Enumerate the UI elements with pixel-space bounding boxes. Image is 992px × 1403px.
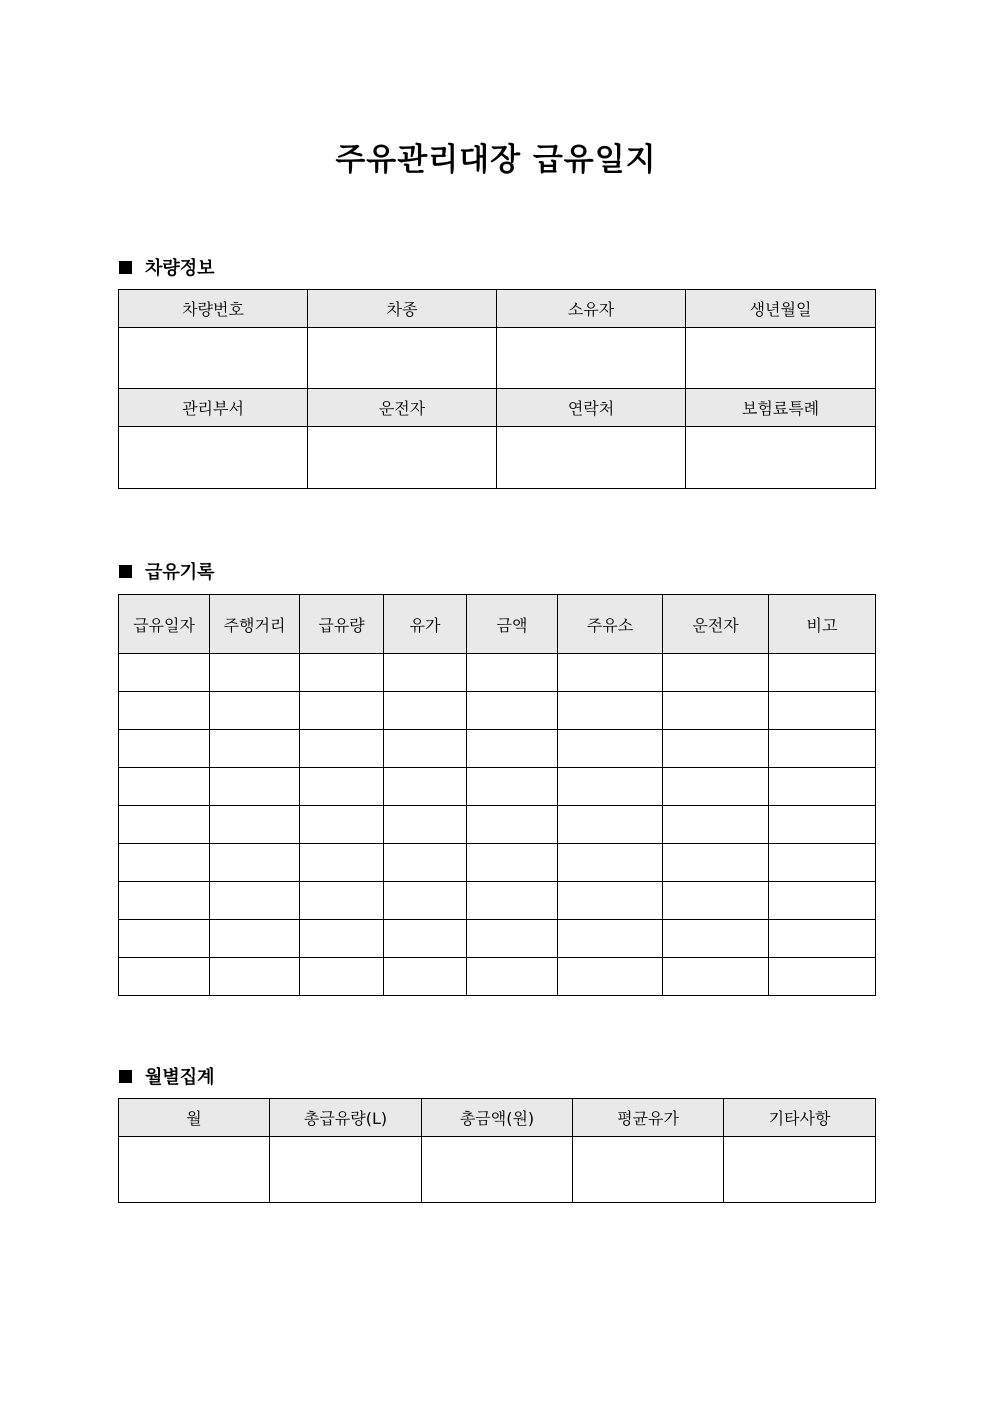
table-cell[interactable] <box>384 844 467 882</box>
table-cell[interactable] <box>210 958 300 996</box>
table-cell[interactable] <box>119 768 210 806</box>
table-cell[interactable] <box>467 958 558 996</box>
table-cell[interactable] <box>663 958 769 996</box>
table-cell[interactable] <box>384 768 467 806</box>
square-bullet-icon <box>119 565 132 578</box>
table-cell[interactable] <box>558 806 663 844</box>
table-cell[interactable] <box>558 958 663 996</box>
table-cell[interactable] <box>558 844 663 882</box>
table-cell[interactable] <box>210 844 300 882</box>
table-cell[interactable] <box>663 806 769 844</box>
header-cell-average-price: 평균유가 <box>573 1099 724 1137</box>
table-cell[interactable] <box>467 730 558 768</box>
table-cell[interactable] <box>300 692 384 730</box>
input-row <box>119 328 876 389</box>
table-cell[interactable] <box>119 958 210 996</box>
table-row <box>119 768 876 806</box>
table-cell[interactable] <box>663 920 769 958</box>
table-cell[interactable] <box>119 654 210 692</box>
table-cell[interactable] <box>384 958 467 996</box>
driver-field[interactable] <box>308 427 497 489</box>
table-cell[interactable] <box>300 882 384 920</box>
section-heading-label: 급유기록 <box>145 562 215 583</box>
header-cell-price: 유가 <box>384 595 467 654</box>
page-title: 주유관리대장 급유일지 <box>335 142 657 178</box>
table-cell[interactable] <box>384 654 467 692</box>
table-cell[interactable] <box>769 768 876 806</box>
table-row <box>119 692 876 730</box>
table-cell[interactable] <box>663 882 769 920</box>
table-cell[interactable] <box>210 882 300 920</box>
table-cell[interactable] <box>300 654 384 692</box>
header-cell-vehicle-type: 차종 <box>308 290 497 328</box>
table-cell[interactable] <box>769 958 876 996</box>
header-row <box>119 595 876 654</box>
header-cell-vehicle-number: 차량번호 <box>119 290 308 328</box>
table-cell[interactable] <box>558 882 663 920</box>
header-cell-owner: 소유자 <box>497 290 686 328</box>
table-row <box>119 844 876 882</box>
table-row <box>119 730 876 768</box>
table-cell[interactable] <box>210 806 300 844</box>
table-row <box>119 958 876 996</box>
header-cell-total-cost: 총금액(원) <box>422 1099 573 1137</box>
table-cell[interactable] <box>467 920 558 958</box>
table-cell[interactable] <box>467 882 558 920</box>
header-cell-date: 급유일자 <box>119 595 210 654</box>
header-cell-department: 관리부서 <box>119 389 308 427</box>
table-cell[interactable] <box>300 958 384 996</box>
total-fuel-field[interactable] <box>270 1137 422 1203</box>
table-cell[interactable] <box>769 882 876 920</box>
square-bullet-icon <box>119 1070 132 1083</box>
section-heading-label: 월별집계 <box>145 1067 215 1088</box>
table-cell[interactable] <box>210 920 300 958</box>
table-row <box>119 806 876 844</box>
remarks-field[interactable] <box>724 1137 876 1203</box>
table-cell[interactable] <box>769 730 876 768</box>
table-cell[interactable] <box>558 692 663 730</box>
table-cell[interactable] <box>300 768 384 806</box>
table-cell[interactable] <box>558 920 663 958</box>
header-cell-mileage: 주행거리 <box>210 595 300 654</box>
vehicle-info-table <box>118 289 876 489</box>
header-cell-total-fuel: 총급유량(L) <box>270 1099 422 1137</box>
table-cell[interactable] <box>119 882 210 920</box>
table-cell[interactable] <box>210 768 300 806</box>
header-cell-note: 비고 <box>769 595 876 654</box>
table-cell[interactable] <box>769 654 876 692</box>
table-cell[interactable] <box>210 692 300 730</box>
header-cell-insurance: 보험료특례 <box>686 389 876 427</box>
table-cell[interactable] <box>769 844 876 882</box>
section-heading-fuel <box>119 558 215 584</box>
table-cell[interactable] <box>663 654 769 692</box>
table-cell[interactable] <box>384 806 467 844</box>
table-row <box>119 882 876 920</box>
vehicle-type-field[interactable] <box>308 328 497 389</box>
table-cell[interactable] <box>663 730 769 768</box>
table-row <box>119 920 876 958</box>
table-cell[interactable] <box>663 692 769 730</box>
table-cell[interactable] <box>663 768 769 806</box>
header-cell-remarks: 기타사항 <box>724 1099 876 1137</box>
input-row <box>119 1137 876 1203</box>
table-cell[interactable] <box>210 654 300 692</box>
header-cell-driver: 운전자 <box>663 595 769 654</box>
section-heading-monthly <box>119 1063 215 1089</box>
owner-field[interactable] <box>497 328 686 389</box>
table-cell[interactable] <box>558 768 663 806</box>
fuel-record-body <box>119 654 876 996</box>
header-cell-month: 월 <box>119 1099 270 1137</box>
table-cell[interactable] <box>769 692 876 730</box>
header-row <box>119 389 876 427</box>
square-bullet-icon <box>119 261 132 274</box>
table-cell[interactable] <box>300 806 384 844</box>
header-cell-cost: 금액 <box>467 595 558 654</box>
table-cell[interactable] <box>384 882 467 920</box>
vehicle-number-field[interactable] <box>119 328 308 389</box>
header-cell-birthdate: 생년월일 <box>686 290 876 328</box>
header-cell-amount: 급유량 <box>300 595 384 654</box>
table-cell[interactable] <box>384 730 467 768</box>
table-cell[interactable] <box>300 920 384 958</box>
department-field[interactable] <box>119 427 308 489</box>
header-row <box>119 290 876 328</box>
insurance-field[interactable] <box>686 427 876 489</box>
header-cell-station: 주유소 <box>558 595 663 654</box>
table-cell[interactable] <box>769 920 876 958</box>
table-cell[interactable] <box>769 806 876 844</box>
table-cell[interactable] <box>210 730 300 768</box>
section-heading-vehicle <box>119 254 215 280</box>
total-cost-field[interactable] <box>422 1137 573 1203</box>
average-price-field[interactable] <box>573 1137 724 1203</box>
table-cell[interactable] <box>467 654 558 692</box>
table-cell[interactable] <box>300 844 384 882</box>
table-cell[interactable] <box>558 730 663 768</box>
table-cell[interactable] <box>119 920 210 958</box>
table-cell[interactable] <box>119 844 210 882</box>
contact-field[interactable] <box>497 427 686 489</box>
table-cell[interactable] <box>384 692 467 730</box>
table-cell[interactable] <box>467 844 558 882</box>
table-cell[interactable] <box>663 844 769 882</box>
birthdate-field[interactable] <box>686 328 876 389</box>
section-heading-label: 차량정보 <box>145 258 215 279</box>
monthly-summary-table <box>118 1098 876 1203</box>
header-cell-contact: 연락처 <box>497 389 686 427</box>
table-cell[interactable] <box>300 730 384 768</box>
table-cell[interactable] <box>119 730 210 768</box>
header-row <box>119 1099 876 1137</box>
table-cell[interactable] <box>119 806 210 844</box>
header-cell-driver: 운전자 <box>308 389 497 427</box>
table-cell[interactable] <box>558 654 663 692</box>
table-cell[interactable] <box>467 692 558 730</box>
table-cell[interactable] <box>384 920 467 958</box>
table-cell[interactable] <box>467 806 558 844</box>
input-row <box>119 427 876 489</box>
table-row <box>119 654 876 692</box>
month-field[interactable] <box>119 1137 270 1203</box>
table-cell[interactable] <box>467 768 558 806</box>
fuel-record-table <box>118 594 876 996</box>
table-cell[interactable] <box>119 692 210 730</box>
